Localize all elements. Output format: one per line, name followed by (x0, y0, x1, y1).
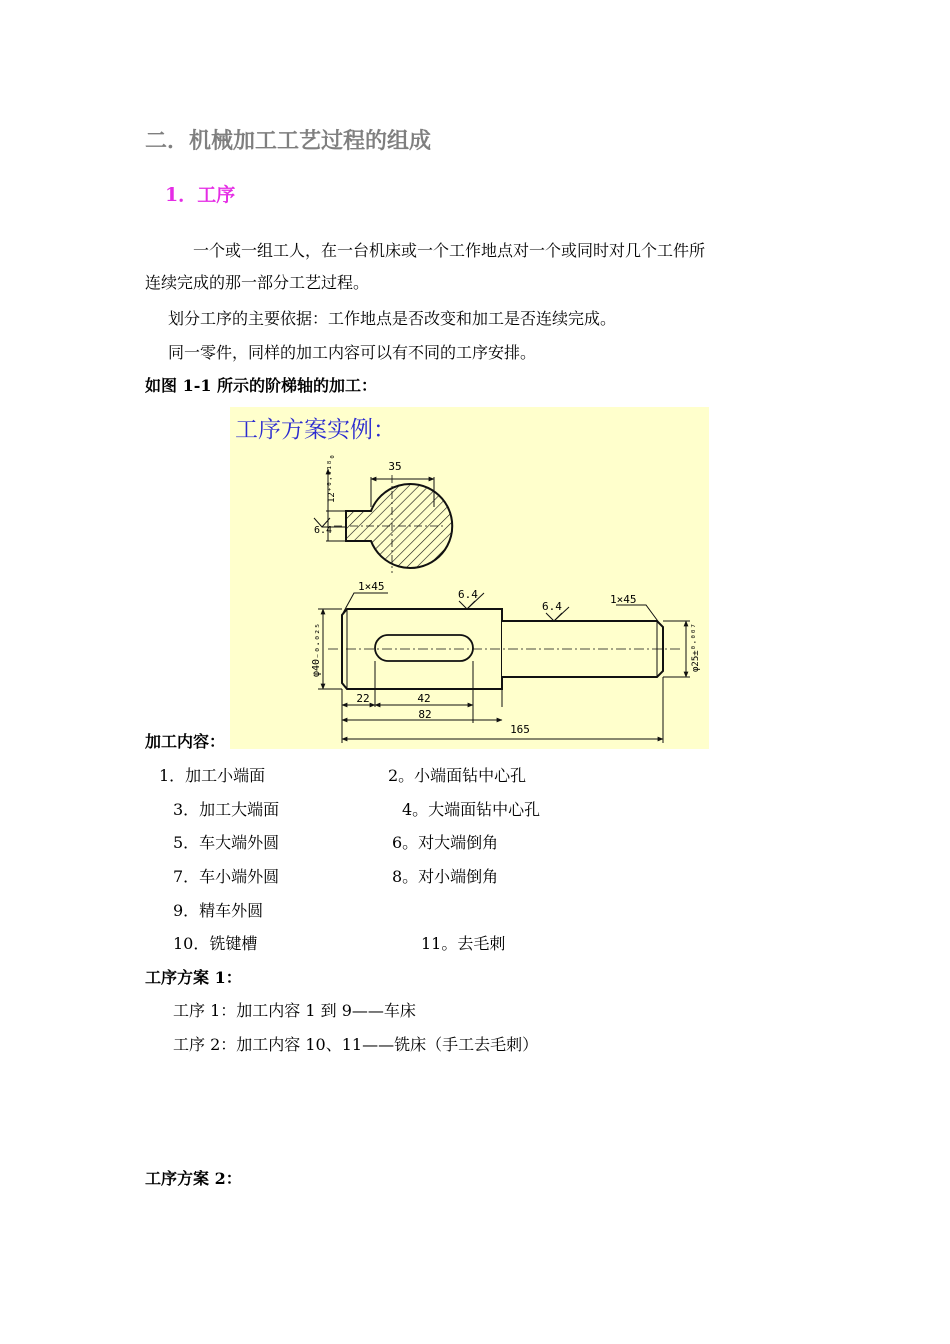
operation-item: 11。去毛刺 (421, 934, 506, 953)
plan-1-step-1: 工序 1：加工内容 1 到 9——车床 (173, 1001, 416, 1020)
definition-line-1: 一个或一组工人，在一台机床或一个工作地点对一个或同时对几个工件所 (193, 241, 706, 260)
keyway-tolerance-label: 12⁺⁰·⁰¹⁸₀ (327, 454, 337, 503)
operation-item: 4。大端面钻中心孔 (402, 800, 541, 819)
chamfer-left-label: 1×45 (358, 580, 385, 593)
same-part-note: 同一零件，同样的加工内容可以有不同的工序安排。 (168, 343, 537, 362)
plan-2-label: 工序方案 2： (145, 1169, 242, 1188)
operation-item: 9．精车外圆 (173, 901, 264, 920)
operation-item: 1．加工小端面 (159, 766, 266, 785)
content-label: 加工内容： (145, 732, 226, 751)
operation-item: 8。对小端倒角 (392, 867, 499, 886)
stepped-shaft-drawing (230, 407, 709, 749)
small-diameter-label: φ25±⁰·⁰⁰⁷ (691, 623, 701, 672)
keyway-width-label: 35 (388, 460, 402, 473)
subsection-title: 1．工序 (165, 184, 236, 206)
definition-line-2: 连续完成的那一部分工艺过程。 (145, 273, 370, 292)
roughness-label-small: 6.4 (314, 525, 333, 536)
roughness-label-top: 6.4 (458, 588, 478, 601)
operation-item: 3．加工大端面 (173, 800, 280, 819)
operation-item: 2。小端面钻中心孔 (388, 766, 527, 785)
large-diameter-label: φ40₋₀.₀₂₅ (311, 622, 322, 677)
division-basis: 划分工序的主要依据：工作地点是否改变和加工是否连续完成。 (168, 309, 617, 328)
length-82-label: 82 (418, 708, 432, 721)
length-165-label: 165 (510, 723, 530, 736)
example-intro: 如图 1-1 所示的阶梯轴的加工： (145, 376, 378, 395)
plan-1-step-2: 工序 2：加工内容 10、11——铣床（手工去毛刺） (173, 1035, 539, 1054)
operation-item: 5．车大端外圆 (173, 833, 280, 852)
section-title: 二．机械加工工艺过程的组成 (145, 128, 432, 154)
length-42-label: 42 (417, 692, 431, 705)
operation-item: 10．铣键槽 (173, 934, 258, 953)
shaft-elevation (318, 593, 690, 743)
operation-item: 6。对大端倒角 (392, 833, 499, 852)
plan-1-label: 工序方案 1： (145, 968, 242, 987)
length-22-label: 22 (356, 692, 370, 705)
operation-item: 7．车小端外圆 (173, 867, 280, 886)
chamfer-right-label: 1×45 (610, 593, 637, 606)
figure-title: 工序方案实例： (235, 417, 396, 443)
roughness-label-right: 6.4 (542, 600, 562, 613)
stepped-shaft-figure (230, 407, 709, 749)
